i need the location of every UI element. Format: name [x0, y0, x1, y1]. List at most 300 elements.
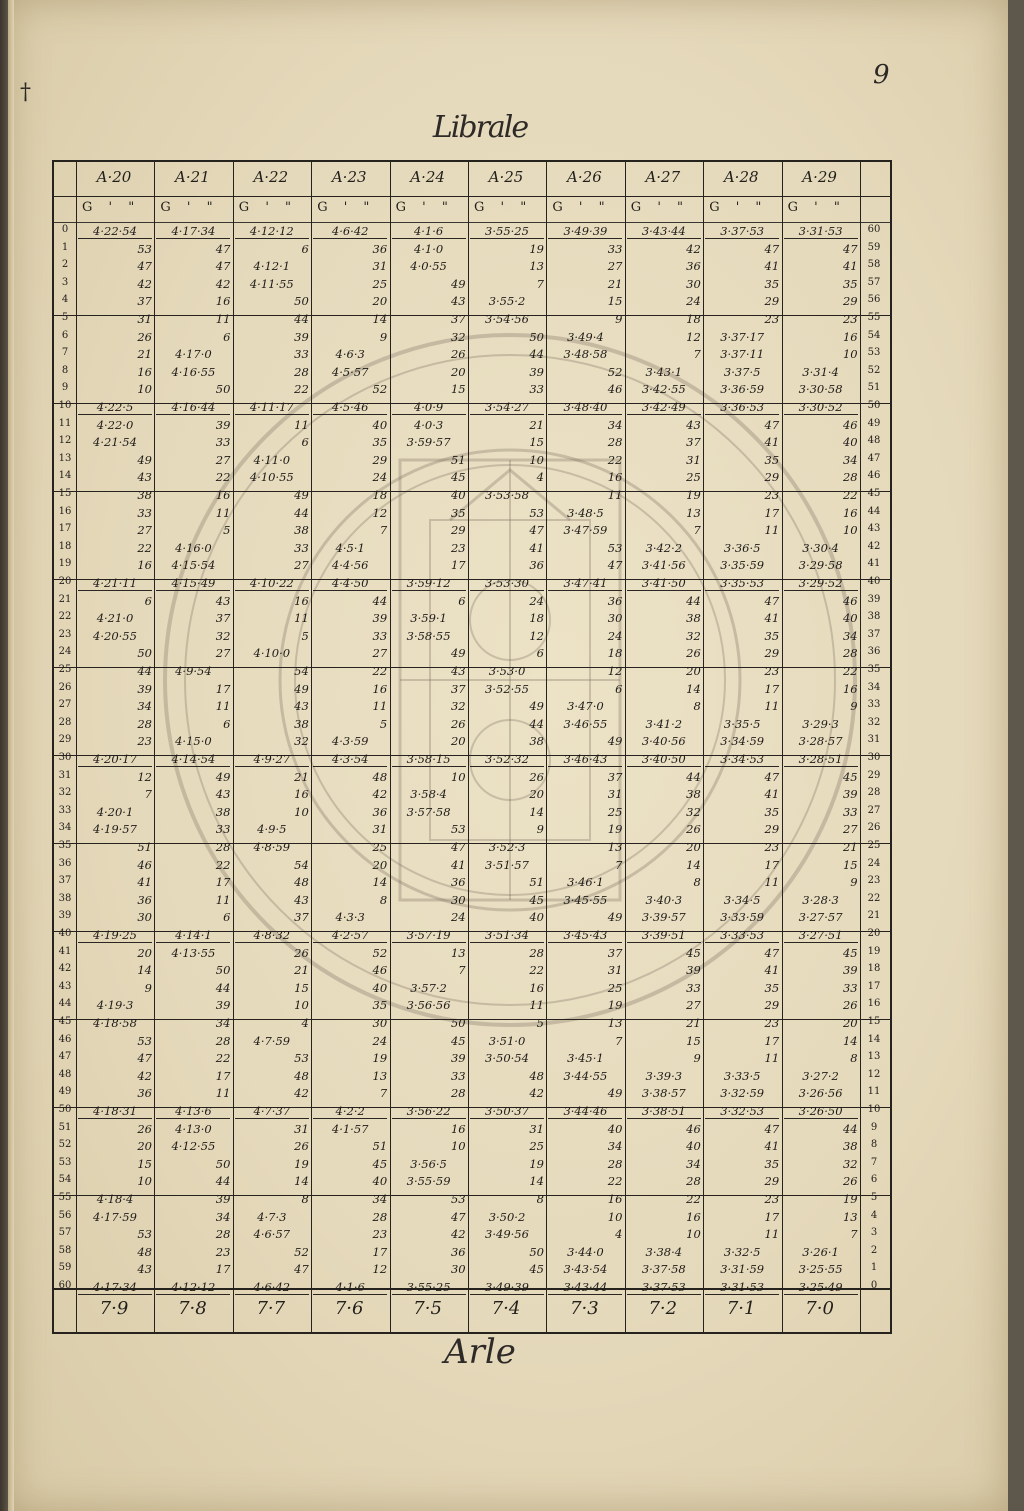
table-cell: 13	[450, 945, 466, 960]
table-cell: 47	[215, 259, 231, 274]
table-cell: 3·25·49	[784, 1280, 858, 1295]
table-cell: 10	[450, 769, 466, 784]
table-cell: 15	[137, 1156, 152, 1171]
table-cell: 41	[764, 1139, 780, 1154]
table-cell: 47	[294, 1262, 309, 1277]
table-cell: 3·40·50	[627, 752, 701, 767]
table-cell: 11	[764, 523, 780, 538]
table-cell: 49	[450, 646, 466, 661]
column-divider	[860, 162, 861, 1332]
table-cell: 3·34·59	[720, 734, 765, 749]
table-cell: 24	[686, 294, 701, 309]
table-cell: 40	[372, 1174, 388, 1189]
row-number-left: 45	[58, 1016, 72, 1027]
table-cell: 3·30·4	[802, 540, 839, 555]
table-cell: 28	[842, 646, 858, 661]
table-cell: 30	[450, 892, 466, 907]
table-cell: 43	[686, 417, 701, 432]
table-cell: 23	[215, 1244, 231, 1259]
table-cell: 3·45·43	[548, 928, 622, 943]
table-cell: 4·14·54	[156, 752, 230, 767]
page-number: 9	[873, 60, 890, 90]
table-cell: 16	[450, 1121, 466, 1136]
table-cell: 4·1·0	[413, 241, 444, 256]
table-cell: 13	[372, 1068, 388, 1083]
table-cell: 5	[379, 716, 388, 731]
table-cell: 4·18·31	[78, 1104, 152, 1119]
table-cell: 44	[529, 716, 544, 731]
row-number-right: 31	[867, 734, 881, 746]
table-cell: 4·12·1	[253, 259, 291, 274]
table-cell: 48	[372, 769, 388, 784]
row-number-right: 0	[870, 1280, 878, 1291]
table-cell: 22	[529, 963, 544, 978]
table-cell: 53	[137, 1227, 152, 1242]
table-cell: 22	[137, 540, 152, 555]
table-cell: 3·49·4	[567, 329, 604, 344]
table-cell: 53	[450, 822, 466, 837]
table-cell: 47	[137, 1051, 152, 1066]
table-cell: 33	[607, 241, 623, 256]
table-cell: 3·49·39	[548, 224, 622, 239]
table-cell: 26	[686, 822, 701, 837]
row-number-left: 25	[58, 664, 72, 675]
table-cell: 18	[607, 646, 623, 661]
table-cell: 4·1·6	[392, 224, 466, 239]
table-cell: 34	[137, 699, 152, 714]
row-number-left: 2	[61, 259, 69, 271]
table-cell: 43	[137, 1262, 152, 1277]
table-cell: 45	[686, 945, 701, 960]
table-cell: 11	[372, 699, 388, 714]
table-cell: 28	[215, 1033, 231, 1048]
table-cell: 42	[529, 1086, 544, 1101]
row-number-right: 4	[870, 1209, 878, 1221]
table-cell: 49	[607, 1086, 623, 1101]
table-cell: 16	[607, 470, 623, 485]
table-cell: 3·37·53	[627, 1280, 701, 1295]
column-title: A·29	[802, 168, 837, 186]
table-cell: 22	[215, 470, 231, 485]
table-cell: 38	[842, 1139, 858, 1154]
table-cell: 10	[686, 1227, 701, 1242]
table-cell: 31	[372, 259, 388, 274]
table-cell: 3·44·0	[567, 1244, 604, 1259]
column-title: A·21	[175, 168, 210, 186]
row-number-right: 26	[867, 822, 881, 834]
table-cell: 52	[294, 1244, 309, 1259]
table-cell: 47	[764, 1121, 780, 1136]
row-number-left: 54	[58, 1174, 72, 1186]
row-number-right: 55	[867, 312, 881, 323]
table-cell: 43	[137, 470, 152, 485]
table-cell: 45	[372, 1156, 388, 1171]
table-cell: 3·57·2	[410, 980, 447, 995]
table-cell: 20	[137, 1139, 152, 1154]
column-subheader: G ' "	[82, 200, 141, 215]
table-cell: 29	[842, 294, 858, 309]
table-cell: 9	[615, 312, 623, 326]
row-number-left: 14	[58, 470, 72, 482]
table-cell: 21	[294, 963, 309, 978]
table-cell: 45	[529, 1262, 544, 1277]
table-cell: 31	[607, 787, 623, 802]
table-cell: 47	[607, 558, 623, 573]
table-cell: 6	[458, 593, 466, 608]
table-cell: 7	[458, 963, 466, 978]
table-cell: 3·35·5	[723, 716, 761, 731]
row-number-right: 37	[867, 628, 881, 640]
row-number-left: 28	[58, 716, 72, 728]
table-cell: 32	[686, 804, 701, 819]
row-number-left: 39	[58, 910, 72, 922]
row-number-left: 11	[58, 417, 72, 429]
table-cell: 3·50·54	[485, 1051, 529, 1066]
table-cell: 3·43·54	[563, 1262, 608, 1277]
table-cell: 3·38·51	[627, 1104, 701, 1119]
table-cell: 26	[450, 716, 466, 731]
table-cell: 3·31·59	[720, 1262, 765, 1277]
table-cell: 35	[764, 1156, 780, 1171]
row-number-right: 3	[870, 1227, 878, 1239]
row-number-left: 4	[61, 294, 69, 306]
table-cell: 3·34·53	[705, 752, 779, 767]
table-cell: 3·37·58	[641, 1262, 686, 1277]
table-cell: 11	[764, 1227, 780, 1242]
table-cell: 33	[842, 804, 858, 819]
table-cell: 28	[529, 945, 544, 960]
table-cell: 33	[215, 435, 231, 450]
table-cell: 17	[764, 1033, 780, 1048]
table-cell: 3·36·5	[723, 540, 761, 555]
table-cell: 4·18·4	[96, 1192, 134, 1206]
table-cell: 42	[215, 276, 231, 291]
table-cell: 27	[686, 998, 701, 1013]
table-cell: 33	[842, 980, 858, 995]
table-cell: 20	[686, 664, 701, 678]
table-cell: 12	[607, 664, 623, 678]
table-cell: 3·31·53	[705, 1280, 779, 1295]
table-cell: 4·6·57	[253, 1227, 291, 1242]
column-divider	[390, 162, 391, 1332]
table-cell: 27	[372, 646, 388, 661]
table-cell: 4·13·55	[171, 945, 216, 960]
table-cell: 51	[137, 840, 152, 854]
table-cell: 20	[686, 840, 701, 854]
table-cell: 37	[215, 611, 231, 626]
row-number-right: 56	[867, 294, 881, 306]
table-cell: 4	[615, 1227, 623, 1242]
table-cell: 25	[607, 804, 623, 819]
table-cell: 17	[372, 1244, 388, 1259]
table-cell: 47	[450, 1209, 466, 1224]
table-cell: 16	[842, 505, 858, 520]
table-cell: 39	[215, 998, 231, 1013]
page-edge	[8, 0, 14, 1511]
table-cell: 4·11·17	[235, 400, 309, 415]
row-number-left: 47	[58, 1051, 72, 1063]
table-cell: 7	[144, 787, 152, 802]
table-cell: 3·35·59	[720, 558, 765, 573]
table-cell: 3·31·53	[784, 224, 858, 239]
row-number-right: 45	[867, 488, 881, 499]
table-cell: 14	[529, 1174, 544, 1189]
table-cell: 22	[686, 1192, 701, 1206]
row-number-left: 20	[58, 576, 72, 587]
column-subheader: G ' "	[630, 200, 689, 215]
table-cell: 16	[607, 1192, 623, 1206]
row-number-right: 35	[867, 664, 881, 675]
column-subheader: G ' "	[395, 200, 454, 215]
table-cell: 52	[372, 382, 388, 397]
table-cell: 3·51·0	[488, 1033, 526, 1048]
row-number-left: 44	[58, 998, 72, 1010]
table-cell: 39	[372, 611, 388, 626]
row-number-left: 38	[58, 892, 72, 904]
ephemeris-table	[52, 160, 892, 1334]
table-cell: 16	[686, 1209, 701, 1224]
table-cell: 3·46·55	[563, 716, 608, 731]
table-cell: 4·21·0	[96, 611, 134, 626]
table-cell: 44	[215, 980, 231, 995]
table-cell: 4·17·0	[175, 347, 212, 362]
row-number-right: 46	[867, 470, 881, 482]
table-cell: 4·0·9	[392, 400, 466, 415]
table-cell: 3·51·57	[485, 857, 529, 872]
table-cell: 31	[686, 452, 701, 467]
table-cell: 3·32·53	[705, 1104, 779, 1119]
table-cell: 21	[686, 1016, 701, 1030]
row-number-right: 7	[870, 1156, 878, 1168]
row-number-right: 39	[867, 593, 881, 605]
table-cell: 26	[137, 1121, 152, 1136]
table-cell: 4·6·42	[235, 1280, 309, 1295]
table-cell: 27	[215, 452, 231, 467]
table-cell: 4·13·6	[156, 1104, 230, 1119]
row-number-right: 21	[867, 910, 881, 922]
table-cell: 27	[294, 558, 309, 573]
table-cell: 3·55·25	[470, 224, 544, 239]
table-cell: 3·41·50	[627, 576, 701, 591]
row-number-left: 12	[58, 435, 72, 447]
column-footer: 7·6	[334, 1298, 364, 1319]
table-cell: 3·32·59	[720, 1086, 765, 1101]
table-cell: 35	[372, 435, 388, 450]
table-cell: 22	[842, 664, 858, 678]
row-number-right: 24	[867, 857, 881, 869]
table-cell: 47	[529, 523, 544, 538]
table-cell: 35	[764, 276, 780, 291]
table-cell: 10	[529, 452, 544, 467]
row-number-right: 10	[867, 1104, 881, 1115]
table-cell: 28	[137, 716, 152, 731]
table-cell: 43	[450, 664, 466, 678]
table-cell: 23	[764, 1016, 780, 1030]
header-word: Librale	[432, 110, 528, 145]
table-cell: 37	[450, 681, 466, 696]
table-cell: 22	[294, 382, 309, 397]
column-title: A·20	[96, 168, 132, 186]
table-cell: 23	[764, 840, 780, 854]
table-cell: 37	[137, 294, 152, 309]
table-cell: 3·40·56	[641, 734, 686, 749]
row-number-left: 21	[58, 593, 72, 605]
table-cell: 47	[764, 417, 780, 432]
row-number-left: 1	[61, 241, 69, 253]
table-cell: 3·28·51	[784, 752, 858, 767]
table-cell: 44	[372, 593, 388, 608]
table-cell: 3·58·15	[392, 752, 466, 767]
table-cell: 38	[294, 716, 309, 731]
table-cell: 3·46·43	[548, 752, 622, 767]
table-cell: 16	[294, 787, 309, 802]
table-cell: 3·39·57	[641, 910, 686, 925]
table-cell: 3·38·4	[645, 1244, 683, 1259]
row-number-left: 33	[58, 804, 72, 816]
table-cell: 39	[842, 787, 858, 802]
column-divider	[233, 162, 234, 1332]
table-cell: 17	[764, 1209, 780, 1224]
table-cell: 17	[450, 558, 466, 573]
row-number-right: 32	[867, 716, 881, 728]
table-cell: 16	[137, 364, 152, 379]
table-cell: 27	[842, 822, 858, 837]
table-cell: 45	[842, 945, 858, 960]
table-cell: 12	[137, 769, 152, 784]
table-cell: 22	[607, 452, 623, 467]
row-number-right: 5	[870, 1192, 878, 1203]
row-number-right: 6	[870, 1174, 878, 1186]
row-number-right: 41	[867, 558, 881, 570]
table-cell: 44	[686, 593, 701, 608]
table-cell: 17	[215, 875, 231, 890]
table-cell: 25	[607, 980, 623, 995]
table-cell: 10	[842, 347, 858, 362]
row-number-right: 8	[870, 1139, 878, 1151]
table-cell: 33	[686, 980, 701, 995]
table-cell: 3·47·0	[567, 699, 604, 714]
table-cell: 3·29·52	[784, 576, 858, 591]
table-cell: 50	[215, 1156, 231, 1171]
row-number-left: 22	[58, 611, 72, 623]
table-cell: 4·15·54	[171, 558, 216, 573]
table-cell: 48	[294, 1068, 309, 1083]
table-cell: 17	[764, 857, 780, 872]
row-number-right: 25	[867, 840, 881, 851]
row-number-right: 22	[867, 892, 881, 904]
table-cell: 3·42·2	[645, 540, 683, 555]
table-cell: 4·9·54	[175, 664, 212, 678]
table-cell: 33	[372, 628, 388, 643]
table-cell: 35	[764, 452, 780, 467]
table-cell: 28	[215, 840, 231, 854]
row-number-right: 36	[867, 646, 881, 658]
table-cell: 38	[529, 734, 544, 749]
table-cell: 41	[764, 259, 780, 274]
table-cell: 12	[686, 329, 701, 344]
table-cell: 26	[450, 347, 466, 362]
table-cell: 22	[842, 488, 858, 502]
table-cell: 6	[223, 329, 231, 344]
table-cell: 4·10·55	[249, 470, 294, 485]
table-cell: 30	[686, 276, 701, 291]
table-cell: 4·14·1	[156, 928, 230, 943]
table-cell: 18	[372, 488, 388, 502]
table-cell: 11	[215, 505, 231, 520]
table-cell: 49	[137, 452, 152, 467]
table-cell: 3·59·57	[406, 435, 451, 450]
table-cell: 26	[842, 998, 858, 1013]
table-cell: 6	[536, 646, 544, 661]
row-number-left: 40	[58, 928, 72, 939]
table-cell: 38	[686, 611, 701, 626]
table-cell: 4·1·57	[331, 1121, 369, 1136]
table-cell: 19	[372, 1051, 388, 1066]
table-cell: 9	[850, 699, 858, 714]
table-cell: 44	[215, 1174, 231, 1189]
table-cell: 3·59·1	[410, 611, 447, 626]
table-cell: 32	[294, 734, 309, 749]
table-cell: 48	[529, 1068, 544, 1083]
table-cell: 29	[764, 1174, 780, 1189]
table-cell: 26	[842, 1174, 858, 1189]
table-cell: 11	[529, 998, 544, 1013]
table-cell: 4·3·3	[335, 910, 365, 925]
table-cell: 13	[529, 259, 544, 274]
table-cell: 44	[686, 769, 701, 784]
table-cell: 22	[372, 664, 388, 678]
table-cell: 17	[215, 1068, 231, 1083]
row-number-left: 7	[61, 347, 69, 359]
table-cell: 40	[686, 1139, 701, 1154]
row-number-left: 42	[58, 963, 72, 975]
table-cell: 34	[686, 1156, 701, 1171]
table-cell: 10	[607, 1209, 623, 1224]
row-number-left: 31	[58, 769, 72, 781]
table-cell: 25	[529, 1139, 544, 1154]
table-cell: 44	[137, 664, 152, 678]
table-cell: 50	[294, 294, 309, 309]
table-cell: 3·43·44	[627, 224, 701, 239]
table-cell: 3·44·46	[548, 1104, 622, 1119]
table-cell: 4·2·2	[313, 1104, 387, 1119]
table-cell: 15	[529, 435, 544, 450]
table-cell: 14	[842, 1033, 858, 1048]
table-cell: 8	[693, 875, 701, 890]
column-footer: 7·5	[413, 1298, 442, 1319]
column-title: A·25	[488, 168, 524, 186]
row-number-left: 60	[58, 1280, 72, 1291]
table-cell: 3·51·34	[470, 928, 544, 943]
row-number-right: 18	[867, 963, 881, 975]
table-cell: 30	[450, 1262, 466, 1277]
table-cell: 3·30·52	[784, 400, 858, 415]
table-cell: 16	[137, 558, 152, 573]
table-cell: 33	[529, 382, 544, 397]
table-cell: 35	[764, 628, 780, 643]
row-number-right: 44	[867, 505, 881, 517]
table-cell: 38	[294, 523, 309, 538]
table-cell: 49	[529, 699, 544, 714]
table-cell: 9	[379, 329, 388, 344]
table-cell: 3·52·55	[485, 681, 529, 696]
table-cell: 39	[137, 681, 152, 696]
table-cell: 52	[372, 945, 388, 960]
table-cell: 3·48·5	[567, 505, 604, 520]
table-cell: 22	[215, 1051, 231, 1066]
table-cell: 24	[372, 1033, 388, 1048]
table-cell: 3·42·49	[627, 400, 701, 415]
